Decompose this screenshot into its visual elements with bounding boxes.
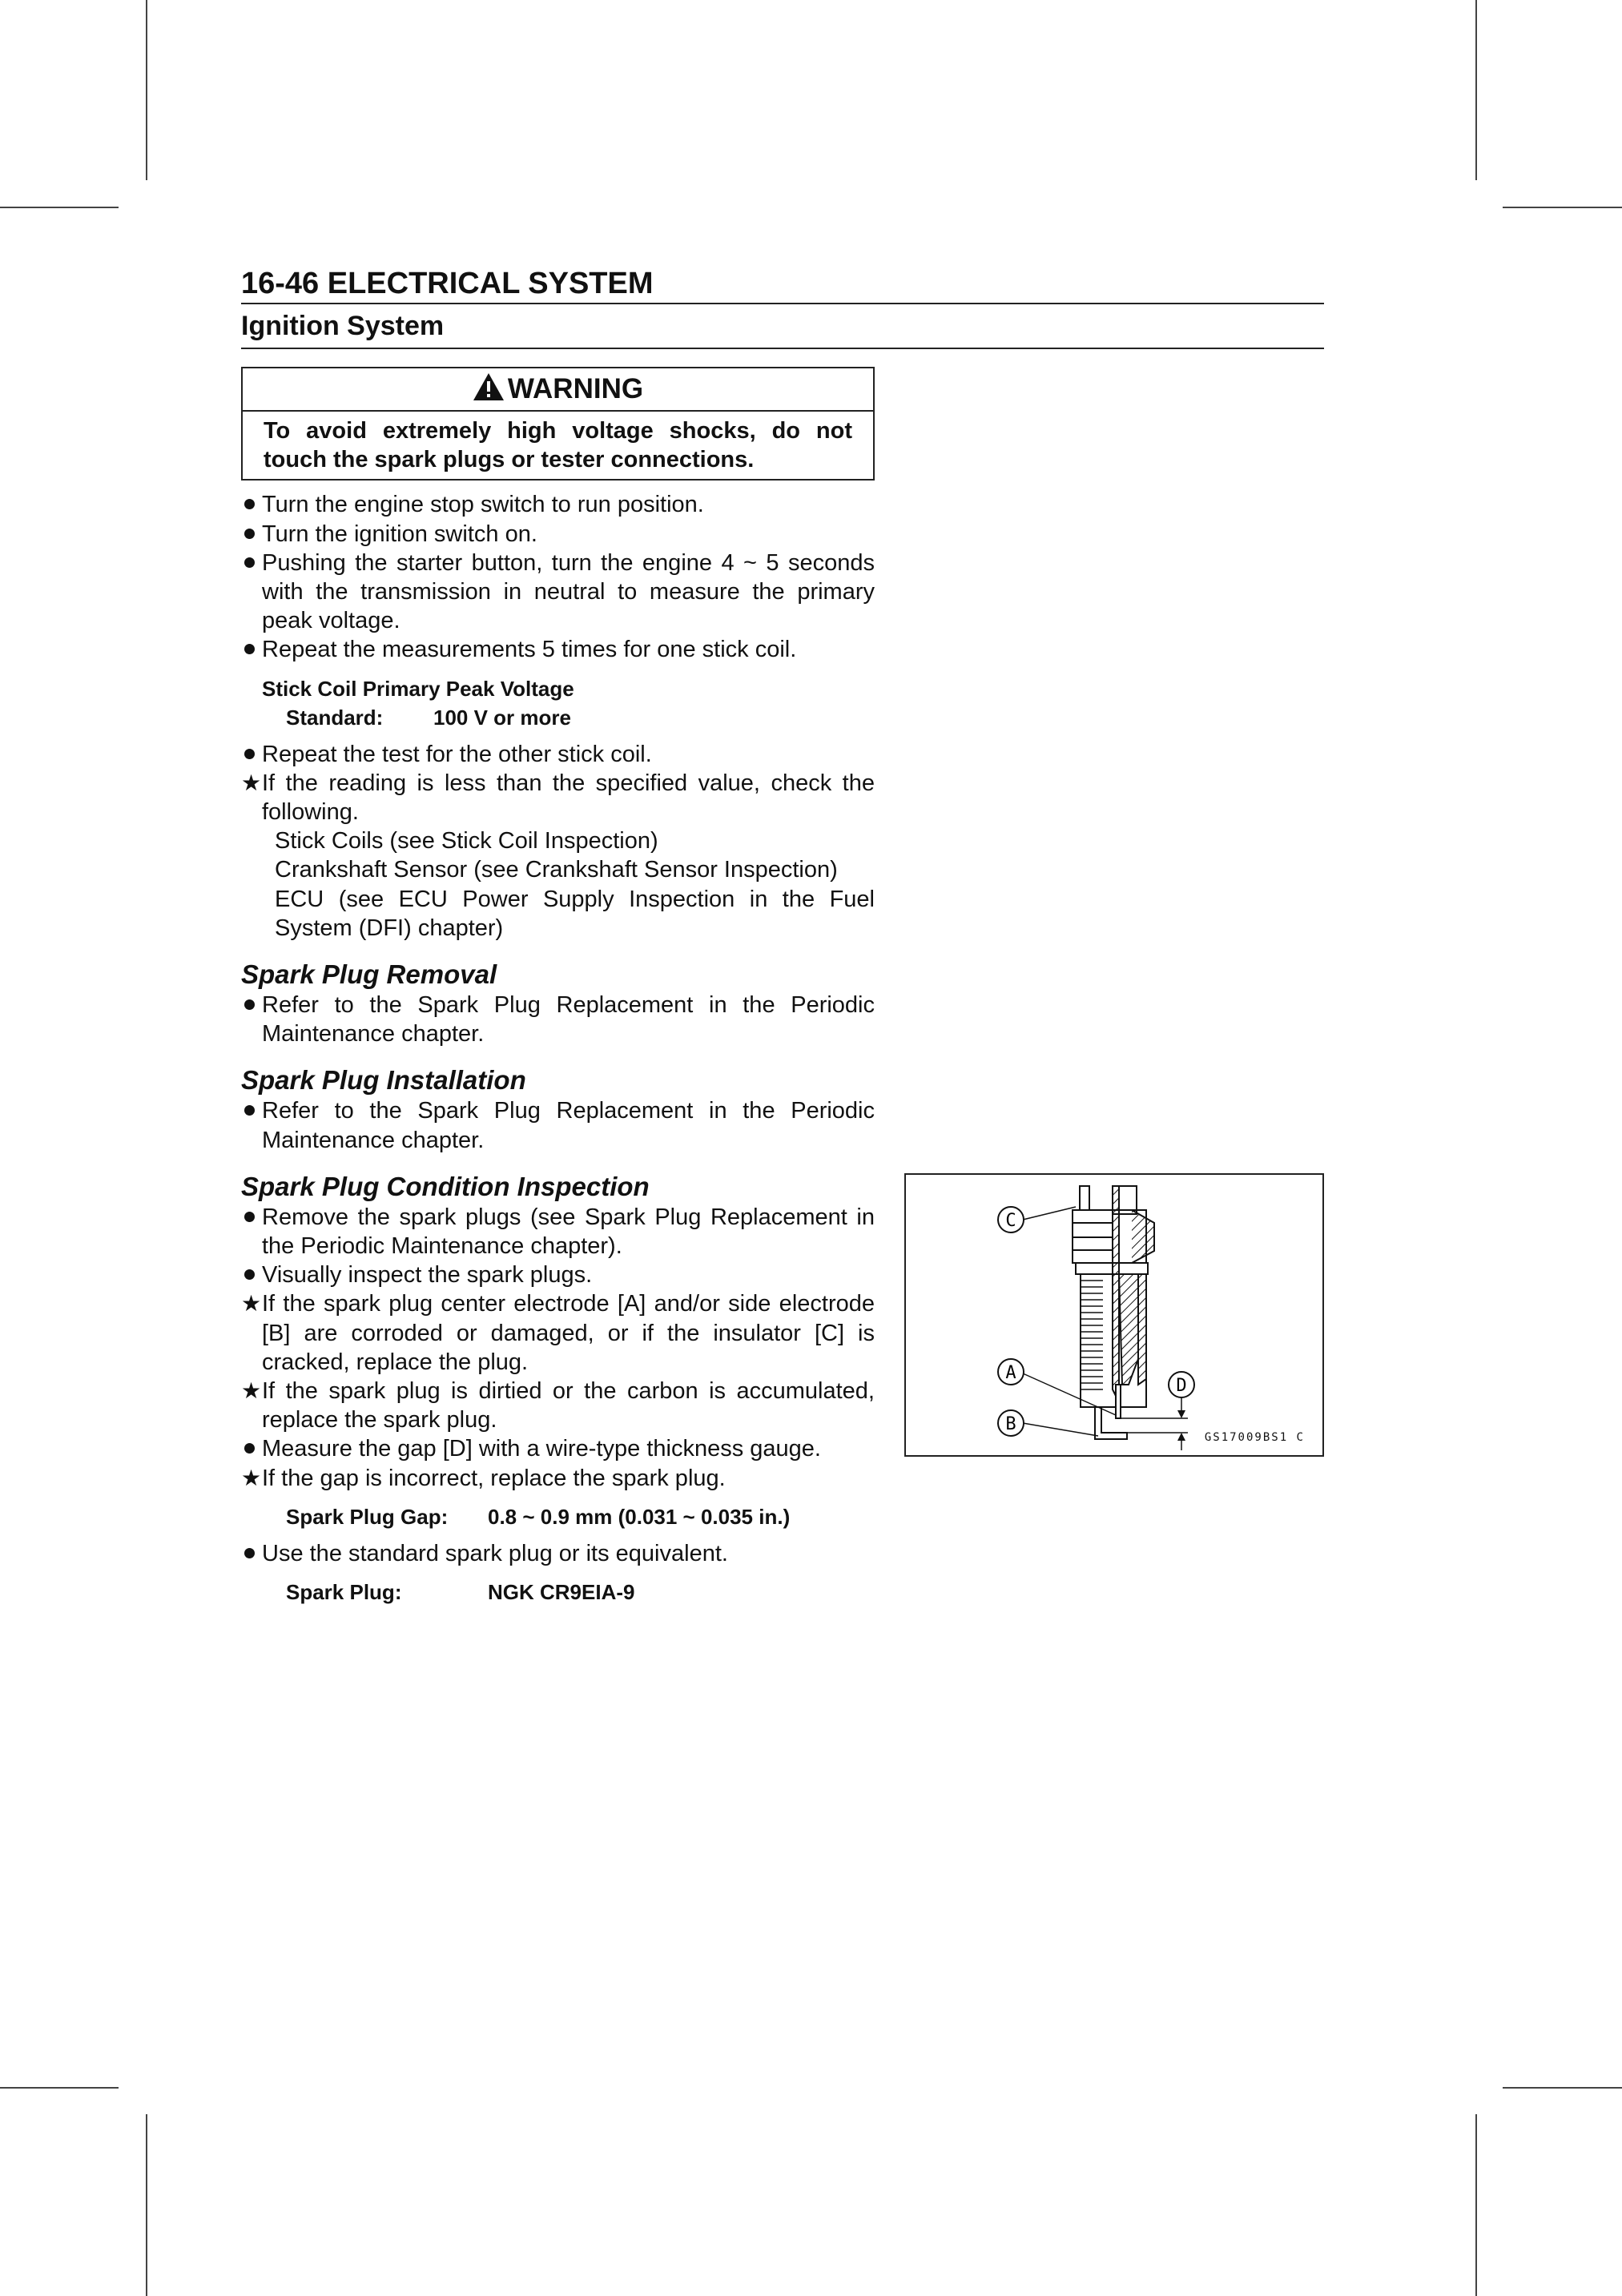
voltage-spec-label: Standard: xyxy=(286,705,384,730)
list-item: Remove the spark plugs (see Spark Plug Replacement in the Periodic Maintenance chapter). xyxy=(262,1204,875,1260)
warning-text: To avoid extremely high voltage shocks, do not touch the spark plugs or tester connections. xyxy=(264,418,852,473)
section-title: Ignition System xyxy=(241,311,445,341)
crop-mark xyxy=(1475,0,1477,180)
list-item: ★ If the reading is less than the specified value, check the following. xyxy=(241,770,875,826)
list-item: Refer to the Spark Plug Replacement in the Periodic Maintenance chapter. xyxy=(262,1098,875,1153)
installation-heading: Spark Plug Installation xyxy=(241,1065,526,1096)
star-icon: ★ xyxy=(241,1291,262,1317)
check-item: ECU (see ECU Power Supply Inspection in the Fuel System (DFI) chapter) xyxy=(275,886,875,941)
chapter-title: 16-46 ELECTRICAL SYSTEM xyxy=(241,267,654,300)
list-item: Use the standard spark plug or its equivalent. xyxy=(262,1540,728,1566)
warning-heading-text: WARNING xyxy=(507,373,644,404)
star-icon: ★ xyxy=(241,1465,262,1490)
measure-steps xyxy=(241,490,875,664)
removal-heading: Spark Plug Removal xyxy=(241,959,497,990)
gap-spec-value: 0.8 ~ 0.9 mm (0.031 ~ 0.035 in.) xyxy=(488,1504,791,1529)
warning-heading xyxy=(243,368,873,412)
warning-box xyxy=(241,367,875,481)
main-column xyxy=(241,367,875,1606)
list-item: Repeat the test for the other stick coil. xyxy=(262,741,652,767)
voltage-spec xyxy=(241,674,875,732)
label-a: A xyxy=(1005,1363,1016,1383)
list-item: ★ If the gap is incorrect, replace the spark plug. xyxy=(241,1464,875,1493)
list-item: ★ If the spark plug center electrode [A] and/or side electrode [B] are corroded or damaged, or if the insulator [C] is cracked, replace the plug. xyxy=(241,1291,875,1375)
label-d: D xyxy=(1176,1376,1187,1396)
voltage-spec-value: 100 V or more xyxy=(433,705,571,730)
crop-mark xyxy=(0,2087,119,2089)
star-icon: ★ xyxy=(241,1378,262,1404)
figure-code: GS17009BS1 C xyxy=(1204,1431,1305,1444)
crop-mark xyxy=(146,2114,147,2296)
crop-mark xyxy=(1503,207,1622,208)
list-item: Turn the engine stop switch to run position. xyxy=(262,492,704,518)
crop-mark xyxy=(1503,2087,1622,2089)
crop-mark xyxy=(0,207,119,208)
crop-mark xyxy=(146,0,147,180)
gap-spec xyxy=(241,1502,875,1531)
section-rule xyxy=(241,348,1324,349)
voltage-spec-title: Stick Coil Primary Peak Voltage xyxy=(262,676,574,701)
plug-spec-value: NGK CR9EIA-9 xyxy=(488,1580,635,1605)
list-item: Pushing the starter button, turn the engine 4 ~ 5 seconds with the transmission in neutral to measure the primary peak voltage. xyxy=(262,549,875,634)
crop-mark xyxy=(1475,2114,1477,2296)
list-item: Measure the gap [D] with a wire-type thickness gauge. xyxy=(262,1436,821,1462)
plug-spec-label: Spark Plug: xyxy=(286,1580,402,1605)
star-icon: ★ xyxy=(241,770,262,795)
page-header xyxy=(241,264,1324,349)
check-item: Stick Coils (see Stick Coil Inspection) xyxy=(275,828,658,854)
list-item: Turn the ignition switch on. xyxy=(262,521,537,547)
final-steps xyxy=(241,1539,875,1568)
list-item: Refer to the Spark Plug Replacement in the Periodic Maintenance chapter. xyxy=(262,992,875,1047)
spark-plug-figure xyxy=(904,1173,1324,1457)
condition-heading: Spark Plug Condition Inspection xyxy=(241,1171,650,1201)
condition-steps xyxy=(241,1203,875,1493)
gap-spec-label: Spark Plug Gap: xyxy=(286,1504,449,1529)
removal-steps xyxy=(241,991,875,1048)
list-item: ★ If the spark plug is dirtied or the carbon is accumulated, replace the spark plug. xyxy=(241,1378,875,1433)
label-c: C xyxy=(1005,1211,1016,1231)
label-b: B xyxy=(1005,1414,1016,1434)
list-item: Visually inspect the spark plugs. xyxy=(262,1262,593,1289)
plug-spec xyxy=(241,1578,875,1606)
list-item: Repeat the measurements 5 times for one stick coil. xyxy=(262,637,797,663)
spark-plug-drawing xyxy=(906,1175,1322,1455)
after-steps xyxy=(241,740,875,827)
check-item: Crankshaft Sensor (see Crankshaft Sensor Inspection) xyxy=(275,857,838,883)
voltage-spec-row xyxy=(262,703,875,732)
warning-triangle-icon xyxy=(473,372,505,401)
installation-steps xyxy=(241,1096,875,1154)
